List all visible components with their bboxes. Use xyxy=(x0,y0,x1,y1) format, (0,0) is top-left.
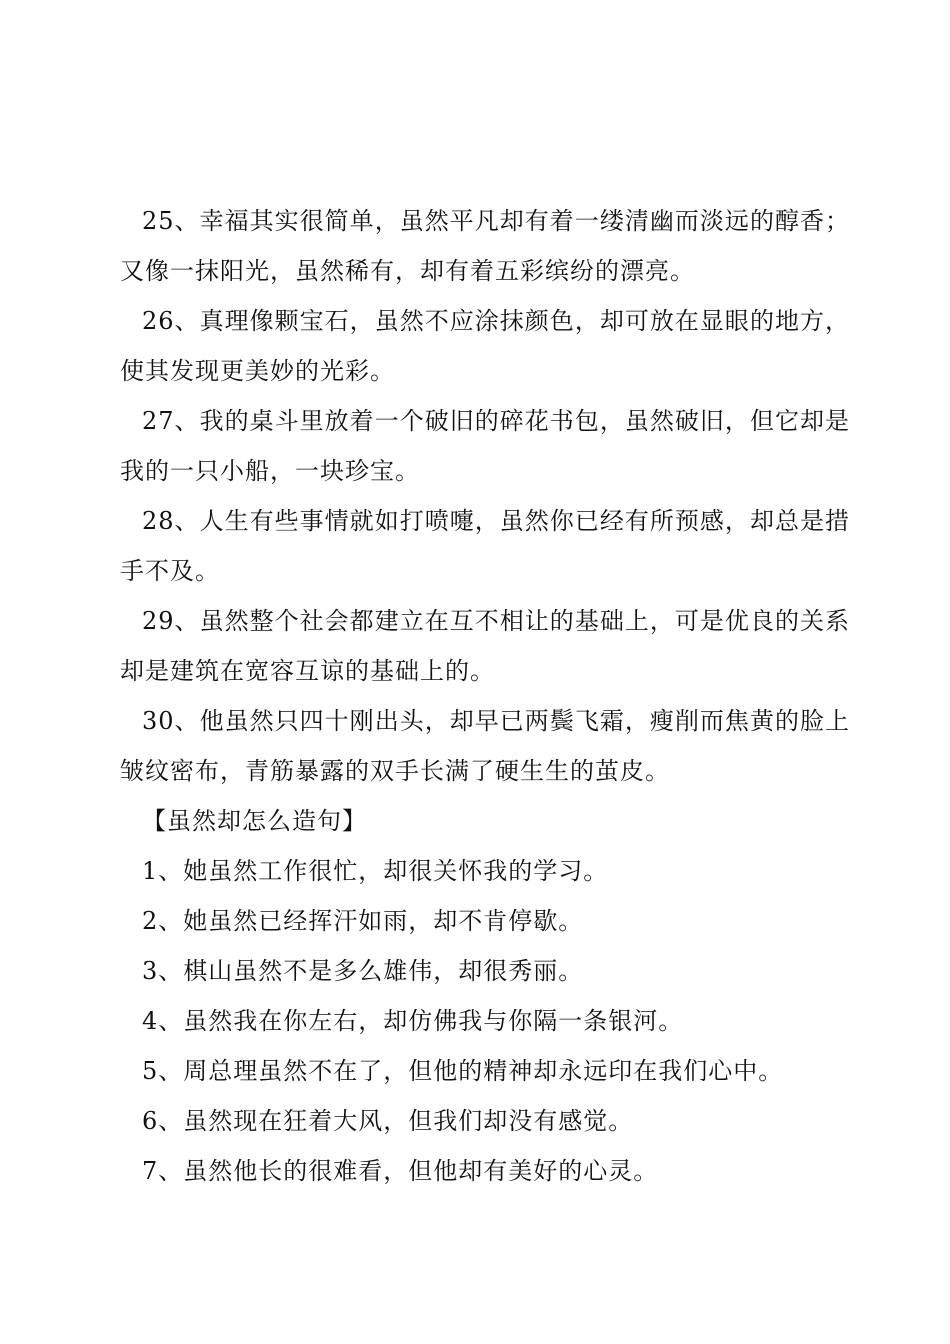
example-sentence-1: 1、她虽然工作很忙，却很关怀我的学习。 xyxy=(142,857,609,885)
paragraph-25: 25、幸福其实很简单，虽然平凡却有着一缕清幽而淡远的醇香；又像一抹阳光，虽然稀有，却有着五彩缤纷的漂亮。 xyxy=(120,207,850,285)
paragraph-27: 27、我的桌斗里放着一个破旧的碎花书包，虽然破旧，但它却是我的一只小船，一块珍宝。 xyxy=(120,407,850,485)
example-sentence-6: 6、虽然现在狂着大风，但我们却没有感觉。 xyxy=(142,1107,634,1135)
document-body xyxy=(120,196,850,1196)
paragraph-26: 26、真理像颗宝石，虽然不应涂抹颜色，却可放在显眼的地方，使其发现更美妙的光彩。 xyxy=(120,307,850,385)
example-sentence-4: 4、虽然我在你左右，却仿佛我与你隔一条银河。 xyxy=(142,1007,684,1035)
example-sentence-2: 2、她虽然已经挥汗如雨，却不肯停歇。 xyxy=(142,907,584,935)
paragraph-29: 29、虽然整个社会都建立在互不相让的基础上，可是优良的关系却是建筑在宽容互谅的基础上的。 xyxy=(120,607,850,685)
section-heading: 【虽然却怎么造句】 xyxy=(142,807,367,835)
paragraph-28: 28、人生有些事情就如打喷嚏，虽然你已经有所预感，却总是措手不及。 xyxy=(120,507,850,585)
paragraph-30: 30、他虽然只四十刚出头，却早已两鬓飞霜，瘦削而焦黄的脸上皱纹密布，青筋暴露的双手长满了硬生生的茧皮。 xyxy=(120,707,850,785)
example-sentence-3: 3、棋山虽然不是多么雄伟，却很秀丽。 xyxy=(142,957,584,985)
example-sentence-5: 5、周总理虽然不在了，但他的精神却永远印在我们心中。 xyxy=(142,1057,784,1085)
example-sentence-7: 7、虽然他长的很难看，但他却有美好的心灵。 xyxy=(142,1157,659,1185)
